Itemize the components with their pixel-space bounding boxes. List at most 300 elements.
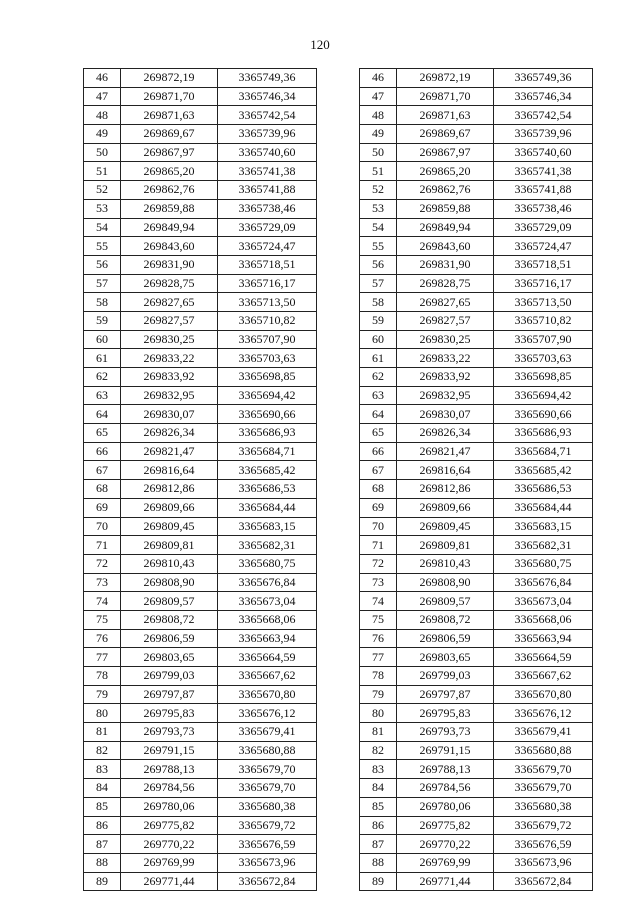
x-coordinate-cell: 269809,81 xyxy=(397,536,494,555)
table-row xyxy=(360,255,593,274)
x-coordinate-cell: 269821,47 xyxy=(121,442,218,461)
point-number-cell: 68 xyxy=(360,480,397,499)
table-row xyxy=(360,181,593,200)
x-coordinate-cell: 269775,82 xyxy=(121,816,218,835)
point-number-cell: 77 xyxy=(360,648,397,667)
y-coordinate-cell: 3365673,96 xyxy=(218,853,317,872)
table-row xyxy=(84,480,317,499)
point-number-cell: 53 xyxy=(360,199,397,218)
table-row xyxy=(84,610,317,629)
x-coordinate-cell: 269808,72 xyxy=(121,610,218,629)
table-row xyxy=(84,667,317,686)
x-coordinate-cell: 269806,59 xyxy=(121,629,218,648)
x-coordinate-cell: 269871,70 xyxy=(397,87,494,106)
y-coordinate-cell: 3365718,51 xyxy=(494,255,593,274)
table-row xyxy=(84,461,317,480)
point-number-cell: 53 xyxy=(84,199,121,218)
table-row xyxy=(84,741,317,760)
table-row xyxy=(360,610,593,629)
table-row xyxy=(360,872,593,891)
y-coordinate-cell: 3365707,90 xyxy=(218,330,317,349)
table-row xyxy=(84,181,317,200)
table-row xyxy=(84,106,317,125)
point-number-cell: 61 xyxy=(84,349,121,368)
x-coordinate-cell: 269780,06 xyxy=(397,797,494,816)
y-coordinate-cell: 3365663,94 xyxy=(218,629,317,648)
point-number-cell: 81 xyxy=(84,723,121,742)
point-number-cell: 82 xyxy=(360,741,397,760)
table-row xyxy=(84,125,317,144)
y-coordinate-cell: 3365746,34 xyxy=(494,87,593,106)
table-row xyxy=(360,69,593,88)
point-number-cell: 55 xyxy=(84,237,121,256)
y-coordinate-cell: 3365668,06 xyxy=(494,610,593,629)
table-row xyxy=(360,760,593,779)
y-coordinate-cell: 3365739,96 xyxy=(494,125,593,144)
x-coordinate-cell: 269791,15 xyxy=(121,741,218,760)
table-row xyxy=(84,255,317,274)
table-row xyxy=(360,648,593,667)
x-coordinate-cell: 269843,60 xyxy=(397,237,494,256)
table-row xyxy=(84,237,317,256)
point-number-cell: 64 xyxy=(360,405,397,424)
x-coordinate-cell: 269849,94 xyxy=(397,218,494,237)
y-coordinate-cell: 3365680,75 xyxy=(494,554,593,573)
x-coordinate-cell: 269827,65 xyxy=(121,293,218,312)
x-coordinate-cell: 269809,81 xyxy=(121,536,218,555)
point-number-cell: 71 xyxy=(84,536,121,555)
x-coordinate-cell: 269809,57 xyxy=(121,592,218,611)
table-row xyxy=(84,685,317,704)
y-coordinate-cell: 3365710,82 xyxy=(494,311,593,330)
y-coordinate-cell: 3365694,42 xyxy=(218,386,317,405)
table-row xyxy=(360,368,593,387)
x-coordinate-cell: 269797,87 xyxy=(121,685,218,704)
table-row xyxy=(84,424,317,443)
x-coordinate-cell: 269784,56 xyxy=(397,779,494,798)
y-coordinate-cell: 3365703,63 xyxy=(494,349,593,368)
y-coordinate-cell: 3365694,42 xyxy=(494,386,593,405)
x-coordinate-cell: 269771,44 xyxy=(397,872,494,891)
y-coordinate-cell: 3365690,66 xyxy=(494,405,593,424)
x-coordinate-cell: 269770,22 xyxy=(121,835,218,854)
y-coordinate-cell: 3365686,53 xyxy=(218,480,317,499)
table-row xyxy=(360,498,593,517)
point-number-cell: 52 xyxy=(360,181,397,200)
table-row xyxy=(84,87,317,106)
y-coordinate-cell: 3365682,31 xyxy=(218,536,317,555)
x-coordinate-cell: 269793,73 xyxy=(121,723,218,742)
point-number-cell: 49 xyxy=(84,125,121,144)
point-number-cell: 73 xyxy=(84,573,121,592)
table-row xyxy=(84,368,317,387)
point-number-cell: 80 xyxy=(360,704,397,723)
table-row xyxy=(360,816,593,835)
point-number-cell: 48 xyxy=(84,106,121,125)
point-number-cell: 86 xyxy=(84,816,121,835)
x-coordinate-cell: 269827,65 xyxy=(397,293,494,312)
point-number-cell: 77 xyxy=(84,648,121,667)
table-row xyxy=(84,592,317,611)
point-number-cell: 58 xyxy=(84,293,121,312)
y-coordinate-cell: 3365710,82 xyxy=(218,311,317,330)
table-row xyxy=(84,143,317,162)
x-coordinate-cell: 269867,97 xyxy=(397,143,494,162)
y-coordinate-cell: 3365680,88 xyxy=(218,741,317,760)
x-coordinate-cell: 269871,70 xyxy=(121,87,218,106)
y-coordinate-cell: 3365707,90 xyxy=(494,330,593,349)
y-coordinate-cell: 3365680,75 xyxy=(218,554,317,573)
point-number-cell: 72 xyxy=(360,554,397,573)
y-coordinate-cell: 3365676,84 xyxy=(494,573,593,592)
y-coordinate-cell: 3365742,54 xyxy=(218,106,317,125)
point-number-cell: 47 xyxy=(84,87,121,106)
point-number-cell: 72 xyxy=(84,554,121,573)
table-row xyxy=(84,405,317,424)
x-coordinate-cell: 269770,22 xyxy=(397,835,494,854)
x-coordinate-cell: 269803,65 xyxy=(397,648,494,667)
point-number-cell: 59 xyxy=(360,311,397,330)
x-coordinate-cell: 269775,82 xyxy=(397,816,494,835)
x-coordinate-cell: 269809,66 xyxy=(397,498,494,517)
page-number: 120 xyxy=(310,37,330,52)
y-coordinate-cell: 3365682,31 xyxy=(494,536,593,555)
y-coordinate-cell: 3365724,47 xyxy=(218,237,317,256)
y-coordinate-cell: 3365690,66 xyxy=(218,405,317,424)
point-number-cell: 54 xyxy=(84,218,121,237)
x-coordinate-cell: 269795,83 xyxy=(121,704,218,723)
y-coordinate-cell: 3365684,71 xyxy=(494,442,593,461)
point-number-cell: 70 xyxy=(360,517,397,536)
x-coordinate-cell: 269809,66 xyxy=(121,498,218,517)
x-coordinate-cell: 269769,99 xyxy=(121,853,218,872)
y-coordinate-cell: 3365741,88 xyxy=(494,181,593,200)
x-coordinate-cell: 269833,22 xyxy=(397,349,494,368)
x-coordinate-cell: 269795,83 xyxy=(397,704,494,723)
table-row xyxy=(360,405,593,424)
point-number-cell: 66 xyxy=(360,442,397,461)
x-coordinate-cell: 269862,76 xyxy=(121,181,218,200)
table-row xyxy=(360,629,593,648)
y-coordinate-cell: 3365664,59 xyxy=(218,648,317,667)
x-coordinate-cell: 269784,56 xyxy=(121,779,218,798)
y-coordinate-cell: 3365741,88 xyxy=(218,181,317,200)
y-coordinate-cell: 3365741,38 xyxy=(494,162,593,181)
y-coordinate-cell: 3365741,38 xyxy=(218,162,317,181)
table-row xyxy=(84,69,317,88)
table-row xyxy=(84,816,317,835)
point-number-cell: 69 xyxy=(84,498,121,517)
x-coordinate-cell: 269869,67 xyxy=(121,125,218,144)
point-number-cell: 57 xyxy=(360,274,397,293)
y-coordinate-cell: 3365749,36 xyxy=(494,69,593,88)
point-number-cell: 59 xyxy=(84,311,121,330)
table-row xyxy=(84,554,317,573)
y-coordinate-cell: 3365746,34 xyxy=(218,87,317,106)
x-coordinate-cell: 269833,22 xyxy=(121,349,218,368)
point-number-cell: 47 xyxy=(360,87,397,106)
point-number-cell: 75 xyxy=(360,610,397,629)
y-coordinate-cell: 3365679,70 xyxy=(218,760,317,779)
point-number-cell: 76 xyxy=(360,629,397,648)
x-coordinate-cell: 269832,95 xyxy=(121,386,218,405)
table-row xyxy=(360,125,593,144)
point-number-cell: 76 xyxy=(84,629,121,648)
x-coordinate-cell: 269808,72 xyxy=(397,610,494,629)
x-coordinate-cell: 269771,44 xyxy=(121,872,218,891)
table-row xyxy=(360,162,593,181)
table-row xyxy=(84,872,317,891)
point-number-cell: 67 xyxy=(84,461,121,480)
x-coordinate-cell: 269832,95 xyxy=(397,386,494,405)
x-coordinate-cell: 269826,34 xyxy=(121,424,218,443)
point-number-cell: 89 xyxy=(84,872,121,891)
point-number-cell: 52 xyxy=(84,181,121,200)
point-number-cell: 88 xyxy=(360,853,397,872)
y-coordinate-cell: 3365672,84 xyxy=(494,872,593,891)
table-row xyxy=(360,797,593,816)
table-row xyxy=(360,293,593,312)
table-row xyxy=(360,554,593,573)
x-coordinate-cell: 269833,92 xyxy=(397,368,494,387)
y-coordinate-cell: 3365664,59 xyxy=(494,648,593,667)
y-coordinate-cell: 3365663,94 xyxy=(494,629,593,648)
y-coordinate-cell: 3365698,85 xyxy=(218,368,317,387)
x-coordinate-cell: 269826,34 xyxy=(397,424,494,443)
table-row xyxy=(360,311,593,330)
point-number-cell: 73 xyxy=(360,573,397,592)
table-row xyxy=(84,779,317,798)
y-coordinate-cell: 3365713,50 xyxy=(218,293,317,312)
y-coordinate-cell: 3365668,06 xyxy=(218,610,317,629)
table-row xyxy=(84,349,317,368)
point-number-cell: 49 xyxy=(360,125,397,144)
y-coordinate-cell: 3365740,60 xyxy=(494,143,593,162)
x-coordinate-cell: 269830,25 xyxy=(397,330,494,349)
y-coordinate-cell: 3365683,15 xyxy=(494,517,593,536)
y-coordinate-cell: 3365685,42 xyxy=(218,461,317,480)
point-number-cell: 48 xyxy=(360,106,397,125)
table-row xyxy=(360,386,593,405)
y-coordinate-cell: 3365670,80 xyxy=(218,685,317,704)
x-coordinate-cell: 269769,99 xyxy=(397,853,494,872)
x-coordinate-cell: 269821,47 xyxy=(397,442,494,461)
table-row xyxy=(360,480,593,499)
y-coordinate-cell: 3365703,63 xyxy=(218,349,317,368)
y-coordinate-cell: 3365676,59 xyxy=(494,835,593,854)
point-number-cell: 56 xyxy=(84,255,121,274)
point-number-cell: 71 xyxy=(360,536,397,555)
y-coordinate-cell: 3365729,09 xyxy=(218,218,317,237)
point-number-cell: 69 xyxy=(360,498,397,517)
y-coordinate-cell: 3365679,72 xyxy=(494,816,593,835)
y-coordinate-cell: 3365739,96 xyxy=(218,125,317,144)
point-number-cell: 67 xyxy=(360,461,397,480)
point-number-cell: 74 xyxy=(84,592,121,611)
table-row xyxy=(360,517,593,536)
point-number-cell: 64 xyxy=(84,405,121,424)
table-row xyxy=(84,386,317,405)
x-coordinate-cell: 269816,64 xyxy=(121,461,218,480)
x-coordinate-cell: 269833,92 xyxy=(121,368,218,387)
x-coordinate-cell: 269830,25 xyxy=(121,330,218,349)
y-coordinate-cell: 3365724,47 xyxy=(494,237,593,256)
point-number-cell: 82 xyxy=(84,741,121,760)
table-row xyxy=(84,835,317,854)
y-coordinate-cell: 3365683,15 xyxy=(218,517,317,536)
x-coordinate-cell: 269865,20 xyxy=(397,162,494,181)
x-coordinate-cell: 269830,07 xyxy=(121,405,218,424)
y-coordinate-cell: 3365676,84 xyxy=(218,573,317,592)
table-row xyxy=(360,424,593,443)
x-coordinate-cell: 269799,03 xyxy=(397,667,494,686)
point-number-cell: 83 xyxy=(360,760,397,779)
y-coordinate-cell: 3365670,80 xyxy=(494,685,593,704)
y-coordinate-cell: 3365679,72 xyxy=(218,816,317,835)
y-coordinate-cell: 3365667,62 xyxy=(494,667,593,686)
x-coordinate-cell: 269859,88 xyxy=(397,199,494,218)
x-coordinate-cell: 269869,67 xyxy=(397,125,494,144)
x-coordinate-cell: 269849,94 xyxy=(121,218,218,237)
table-row xyxy=(360,199,593,218)
y-coordinate-cell: 3365680,38 xyxy=(218,797,317,816)
x-coordinate-cell: 269871,63 xyxy=(121,106,218,125)
point-number-cell: 56 xyxy=(360,255,397,274)
x-coordinate-cell: 269809,45 xyxy=(397,517,494,536)
point-number-cell: 54 xyxy=(360,218,397,237)
table-row xyxy=(360,573,593,592)
table-row xyxy=(84,199,317,218)
x-coordinate-cell: 269810,43 xyxy=(397,554,494,573)
point-number-cell: 87 xyxy=(360,835,397,854)
table-row xyxy=(84,274,317,293)
x-coordinate-cell: 269843,60 xyxy=(121,237,218,256)
x-coordinate-cell: 269793,73 xyxy=(397,723,494,742)
table-row xyxy=(84,311,317,330)
table-row xyxy=(84,648,317,667)
table-row xyxy=(360,779,593,798)
point-number-cell: 83 xyxy=(84,760,121,779)
x-coordinate-cell: 269831,90 xyxy=(121,255,218,274)
table-row xyxy=(84,293,317,312)
x-coordinate-cell: 269872,19 xyxy=(397,69,494,88)
x-coordinate-cell: 269827,57 xyxy=(121,311,218,330)
point-number-cell: 89 xyxy=(360,872,397,891)
y-coordinate-cell: 3365680,88 xyxy=(494,741,593,760)
x-coordinate-cell: 269797,87 xyxy=(397,685,494,704)
x-coordinate-cell: 269867,97 xyxy=(121,143,218,162)
point-number-cell: 85 xyxy=(84,797,121,816)
point-number-cell: 55 xyxy=(360,237,397,256)
table-row xyxy=(84,498,317,517)
point-number-cell: 81 xyxy=(360,723,397,742)
point-number-cell: 79 xyxy=(360,685,397,704)
point-number-cell: 63 xyxy=(84,386,121,405)
y-coordinate-cell: 3365716,17 xyxy=(494,274,593,293)
table-row xyxy=(84,162,317,181)
point-number-cell: 51 xyxy=(360,162,397,181)
point-number-cell: 62 xyxy=(84,368,121,387)
x-coordinate-cell: 269812,86 xyxy=(121,480,218,499)
table-row xyxy=(360,461,593,480)
point-number-cell: 74 xyxy=(360,592,397,611)
y-coordinate-cell: 3365676,12 xyxy=(218,704,317,723)
y-coordinate-cell: 3365749,36 xyxy=(218,69,317,88)
point-number-cell: 79 xyxy=(84,685,121,704)
y-coordinate-cell: 3365680,38 xyxy=(494,797,593,816)
y-coordinate-cell: 3365676,12 xyxy=(494,704,593,723)
x-coordinate-cell: 269806,59 xyxy=(397,629,494,648)
point-number-cell: 51 xyxy=(84,162,121,181)
x-coordinate-cell: 269788,13 xyxy=(121,760,218,779)
point-number-cell: 86 xyxy=(360,816,397,835)
x-coordinate-cell: 269872,19 xyxy=(121,69,218,88)
x-coordinate-cell: 269808,90 xyxy=(397,573,494,592)
y-coordinate-cell: 3365679,70 xyxy=(218,779,317,798)
point-number-cell: 62 xyxy=(360,368,397,387)
x-coordinate-cell: 269831,90 xyxy=(397,255,494,274)
x-coordinate-cell: 269830,07 xyxy=(397,405,494,424)
y-coordinate-cell: 3365679,70 xyxy=(494,779,593,798)
coordinates-table-right xyxy=(359,68,593,891)
y-coordinate-cell: 3365685,42 xyxy=(494,461,593,480)
x-coordinate-cell: 269809,45 xyxy=(121,517,218,536)
table-row xyxy=(360,218,593,237)
point-number-cell: 57 xyxy=(84,274,121,293)
point-number-cell: 63 xyxy=(360,386,397,405)
point-number-cell: 46 xyxy=(360,69,397,88)
table-row xyxy=(84,442,317,461)
x-coordinate-cell: 269809,57 xyxy=(397,592,494,611)
x-coordinate-cell: 269816,64 xyxy=(397,461,494,480)
x-coordinate-cell: 269812,86 xyxy=(397,480,494,499)
table-row xyxy=(84,573,317,592)
table-row xyxy=(360,853,593,872)
point-number-cell: 50 xyxy=(360,143,397,162)
y-coordinate-cell: 3365698,85 xyxy=(494,368,593,387)
point-number-cell: 80 xyxy=(84,704,121,723)
y-coordinate-cell: 3365713,50 xyxy=(494,293,593,312)
table-row xyxy=(84,853,317,872)
point-number-cell: 78 xyxy=(360,667,397,686)
table-row xyxy=(84,218,317,237)
y-coordinate-cell: 3365686,93 xyxy=(494,424,593,443)
point-number-cell: 84 xyxy=(360,779,397,798)
table-row xyxy=(360,685,593,704)
table-row xyxy=(84,517,317,536)
y-coordinate-cell: 3365684,44 xyxy=(218,498,317,517)
y-coordinate-cell: 3365672,84 xyxy=(218,872,317,891)
y-coordinate-cell: 3365718,51 xyxy=(218,255,317,274)
x-coordinate-cell: 269808,90 xyxy=(121,573,218,592)
y-coordinate-cell: 3365667,62 xyxy=(218,667,317,686)
table-row xyxy=(360,442,593,461)
table-row xyxy=(360,667,593,686)
x-coordinate-cell: 269788,13 xyxy=(397,760,494,779)
table-row xyxy=(360,741,593,760)
y-coordinate-cell: 3365738,46 xyxy=(218,199,317,218)
y-coordinate-cell: 3365686,53 xyxy=(494,480,593,499)
y-coordinate-cell: 3365740,60 xyxy=(218,143,317,162)
point-number-cell: 87 xyxy=(84,835,121,854)
point-number-cell: 85 xyxy=(360,797,397,816)
x-coordinate-cell: 269828,75 xyxy=(397,274,494,293)
y-coordinate-cell: 3365673,04 xyxy=(494,592,593,611)
point-number-cell: 65 xyxy=(360,424,397,443)
point-number-cell: 60 xyxy=(84,330,121,349)
table-row xyxy=(84,797,317,816)
y-coordinate-cell: 3365742,54 xyxy=(494,106,593,125)
